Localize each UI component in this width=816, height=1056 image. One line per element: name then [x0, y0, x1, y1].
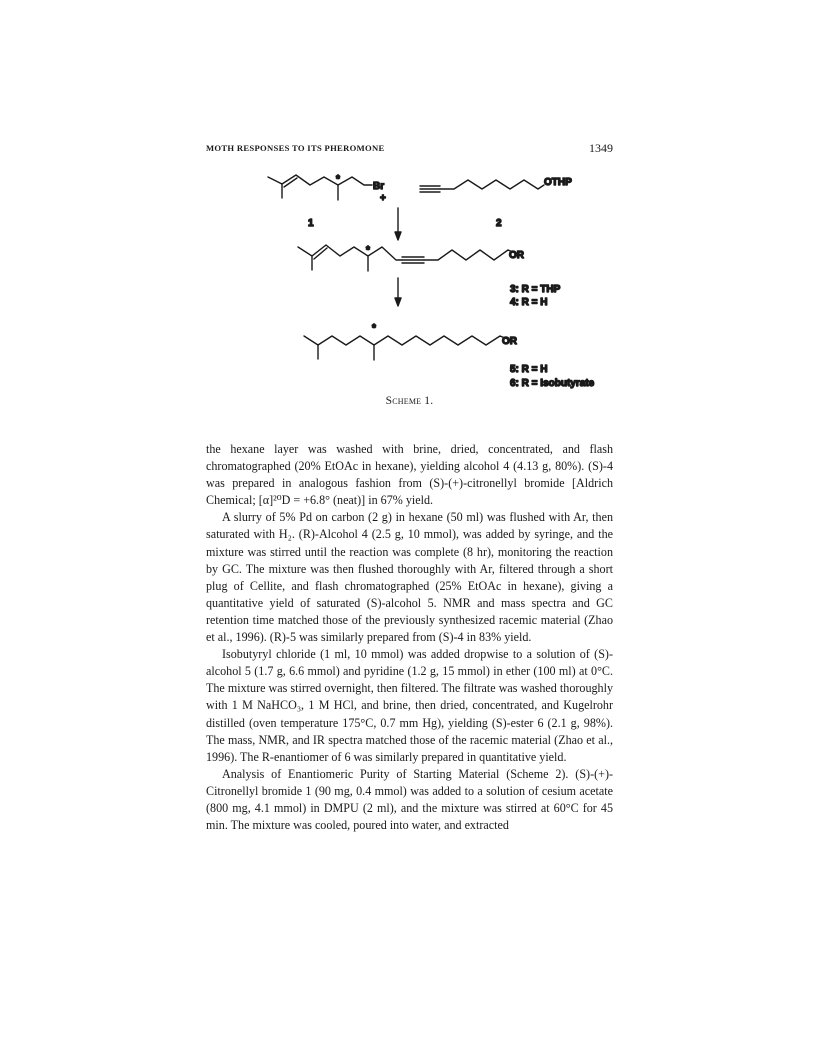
stereocenter-star-3: *	[372, 323, 376, 334]
or-label-3-4: OR	[509, 250, 524, 261]
compound-2-label: 2	[496, 218, 502, 229]
compound-3-label: 3: R = THP	[510, 284, 561, 295]
running-head: MOTH RESPONSES TO ITS PHEROMONE	[206, 143, 385, 153]
scheme-caption: Scheme 1.	[385, 395, 434, 407]
body-text	[206, 441, 613, 834]
othp-label: OTHP	[544, 177, 572, 188]
compound-1-label: 1	[308, 218, 314, 229]
reaction-arrow-1	[395, 208, 401, 240]
compound-5-label: 5: R = H	[510, 364, 548, 375]
plus-sign: +	[380, 193, 386, 204]
bromine-label: Br	[373, 181, 385, 192]
compound-1-structure	[268, 175, 372, 200]
paragraph-4: Analysis of Enantiomeric Purity of Starting Material (Scheme 2). (S)-(+)-Citronellyl bromide 1 (90 mg, 0.4 mmol) was added to a solution of cesium acetate (800 mg, 4.1 mmol) in DMPU (2 ml), and the mixture was stirred at 60°C for 45 min. The mixture was cooled, poured into water, and extracted	[206, 766, 613, 833]
scheme-drawing	[206, 168, 613, 393]
reaction-scheme	[206, 168, 613, 418]
stereocenter-star-2: *	[366, 245, 370, 256]
compound-5-6-structure	[304, 336, 510, 360]
compound-2-structure	[420, 180, 544, 192]
paragraph-3: Isobutyryl chloride (1 ml, 10 mmol) was added dropwise to a solution of (S)-alcohol 5 (1.7 g, 6.6 mmol) and pyridine (1.2 g, 15 mmol) in ether (100 ml) at 0°C. The mixture was stirred overnight, then filtered. The filtrate was washed thoroughly with 1 M NaHCO₃, 1 M HCl, and brine, then dried, concentrated, and Kugelrohr distilled (oven temperature 175°C, 0.7 mm Hg), yielding (S)-ester 6 (2.1 g, 98%). The mass, NMR, and IR spectra matched those of the racemic material (Zhao et al., 1996). The R-enantiomer of 6 was similarly prepared in quantitative yield.	[206, 647, 613, 764]
page-number: 1349	[589, 141, 613, 155]
or-label-5-6: OR	[502, 336, 517, 347]
stereocenter-star-1: *	[336, 174, 340, 185]
paragraph-1: the hexane layer was washed with brine, dried, concentrated, and flash chromatographed (20% EtOAc in hexane), yielding alcohol 4 (4.13 g, 80%). (S)-4 was prepared in analogous fashion from (S)-(+)-citronellyl bromide [Aldrich Chemical; [α]²⁰D = +6.8° (neat)] in 67% yield.	[206, 442, 613, 508]
paragraph-2: A slurry of 5% Pd on carbon (2 g) in hexane (50 ml) was flushed with Ar, then saturated with H₂. (R)-Alcohol 4 (2.5 g, 10 mmol), was added by syringe, and the mixture was stirred until the reaction was complete (8 hr), monitoring the reaction by GC. The mixture was then flushed thoroughly with Ar, filtered through a short plug of Cellite, and flash chromatographed (25% EtOAc in hexane), giving a quantitative yield of saturated (S)-alcohol 5. NMR and mass spectra and GC retention time matched those of the previously synthesized racemic material (Zhao et al., 1996). (R)-5 was similarly prepared from (S)-4 in 83% yield.	[206, 510, 613, 645]
compound-4-label: 4: R = H	[510, 297, 548, 308]
compound-6-label: 6: R = Isobutyrate	[510, 378, 595, 389]
compound-3-4-structure	[298, 245, 518, 271]
page-header	[206, 143, 613, 159]
reaction-arrow-2	[395, 278, 401, 306]
